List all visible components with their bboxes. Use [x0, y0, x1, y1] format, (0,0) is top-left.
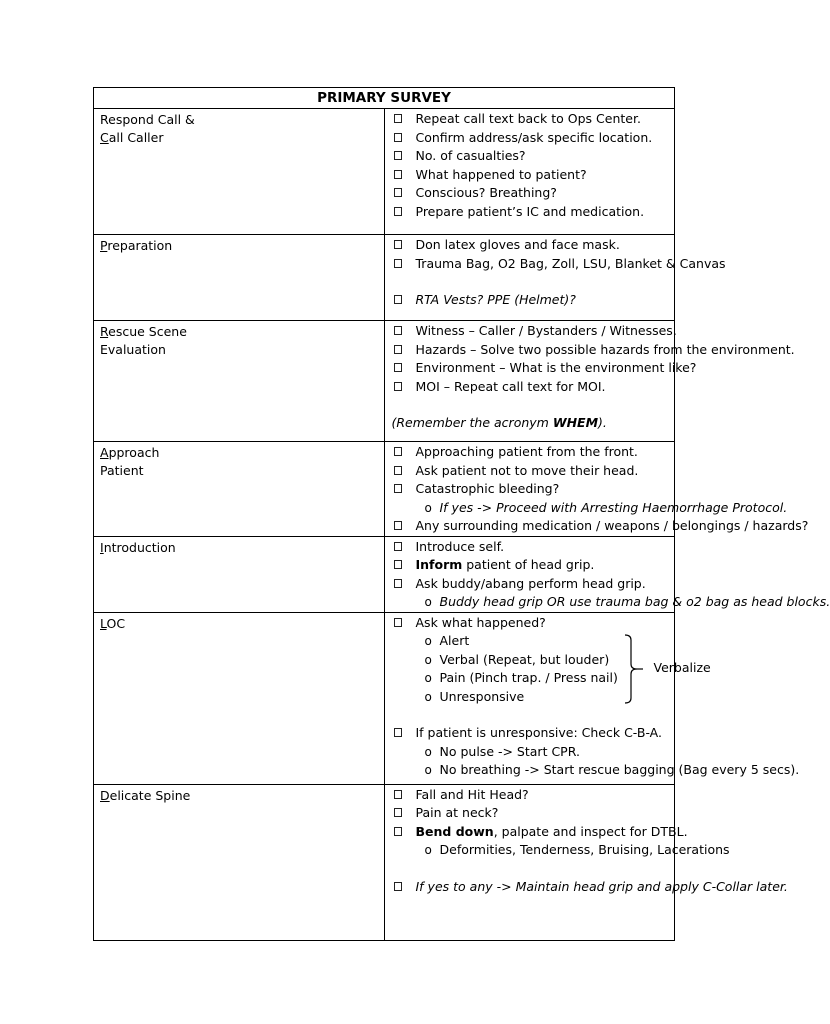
- checkbox[interactable]: [394, 151, 402, 160]
- item-text: Catastrophic bleeding?: [415, 481, 560, 496]
- item-text: Alert: [439, 633, 470, 648]
- note-acronym: WHEM: [552, 415, 599, 430]
- label-line: [100, 787, 384, 805]
- item-text: Ask what happened?: [415, 614, 546, 630]
- item-text: Pain at neck?: [415, 805, 499, 820]
- bullet-icon: o: [424, 652, 432, 667]
- section-label: [94, 109, 385, 235]
- item-text: RTA Vests? PPE (Helmet)?: [415, 292, 576, 307]
- brace-icon: [624, 634, 644, 704]
- checklist-item: [392, 556, 675, 575]
- checkbox[interactable]: [394, 363, 402, 372]
- label-rest: escue Scene: [108, 324, 187, 339]
- spacer: [392, 860, 675, 878]
- section-loc: [94, 612, 675, 784]
- label-initial: I: [100, 539, 104, 555]
- sub-item: [392, 761, 800, 780]
- item-bold: Bend down: [415, 823, 494, 839]
- item-rest: , palpate and inspect for DTBL.: [493, 823, 688, 839]
- table-title: PRIMARY SURVEY: [94, 88, 675, 109]
- note-text: ).: [598, 415, 607, 430]
- checkbox[interactable]: [394, 808, 402, 817]
- item-text: If yes -> Proceed with Arresting Haemorrhage Protocol.: [439, 499, 788, 515]
- checklist-item: [392, 203, 675, 222]
- loc-block: [392, 614, 800, 780]
- item-text: [416, 557, 595, 572]
- checkbox[interactable]: [394, 560, 402, 569]
- primary-survey-table: [93, 87, 830, 941]
- checkbox[interactable]: [394, 521, 402, 530]
- checkbox[interactable]: [394, 447, 402, 456]
- item-text: Verbal (Repeat, but louder): [439, 651, 610, 667]
- checklist-item: [392, 443, 675, 462]
- checklist-item: [392, 166, 675, 185]
- checklist-item: [392, 255, 726, 274]
- checkbox[interactable]: [394, 542, 402, 551]
- section-label: [94, 442, 385, 537]
- label-initial: L: [100, 615, 107, 631]
- item-text: Witness – Caller / Bystanders / Witnesses.: [415, 323, 677, 338]
- label-line: Evaluation: [100, 342, 166, 357]
- checklist-item: [392, 480, 675, 499]
- checkbox[interactable]: [394, 728, 402, 737]
- section-label: [94, 321, 385, 442]
- checkbox[interactable]: [394, 240, 402, 249]
- section-rescue: [94, 321, 675, 442]
- checkbox[interactable]: [394, 170, 402, 179]
- checklist-item: [392, 724, 675, 743]
- checklist-item: [392, 147, 675, 166]
- label-rest: elicate Spine: [109, 787, 191, 803]
- item-text: Repeat call text back to Ops Center.: [415, 111, 641, 126]
- checklist-item: [392, 462, 675, 481]
- checklist-item: [392, 786, 675, 805]
- item-text: Fall and Hit Head?: [415, 786, 529, 802]
- item-text: Don latex gloves and face mask.: [415, 237, 620, 252]
- label-line: [100, 129, 384, 147]
- checklist-item: [392, 378, 675, 397]
- item-text: Hazards – Solve two possible hazards from the environment.: [415, 341, 795, 357]
- checkbox[interactable]: [394, 618, 402, 627]
- item-rest: patient of head grip.: [462, 557, 595, 572]
- label-initial: P: [100, 238, 108, 253]
- checkbox[interactable]: [394, 259, 402, 268]
- checklist-item: [392, 804, 675, 823]
- verbalize-label: Verbalize: [653, 659, 711, 675]
- section-respond: [94, 109, 675, 235]
- label-rest: OC: [106, 615, 126, 631]
- item-text: No breathing -> Start rescue bagging (Bag every 5 secs).: [439, 762, 800, 777]
- section-delicate-spine: [94, 784, 675, 940]
- label-line: [100, 539, 384, 557]
- item-text: What happened to patient?: [415, 166, 587, 182]
- label-initial: A: [100, 445, 109, 460]
- item-bold: Inform: [415, 557, 463, 572]
- item-text: Ask patient not to move their head.: [415, 462, 639, 478]
- section-label: [94, 612, 385, 784]
- section-approach: [94, 442, 675, 537]
- checkbox[interactable]: [394, 382, 402, 391]
- label-line: [100, 323, 384, 341]
- sub-item: [392, 841, 730, 860]
- item-text: Environment – What is the environment like?: [415, 360, 697, 375]
- item-text: Approaching patient from the front.: [415, 444, 638, 459]
- label-line: Patient: [100, 463, 144, 478]
- note-text: (Remember the acronym: [391, 415, 553, 430]
- item-text: Deformities, Tenderness, Bruising, Lacerations: [439, 842, 730, 857]
- item-text: No pulse -> Start CPR.: [439, 743, 580, 759]
- bullet-icon: o: [424, 671, 432, 685]
- label-rest: reparation: [107, 238, 173, 253]
- bullet-icon: o: [424, 689, 432, 704]
- item-text: MOI – Repeat call text for MOI.: [415, 378, 606, 394]
- sub-item: [392, 743, 675, 762]
- checklist-item: [392, 878, 788, 897]
- checkbox[interactable]: [394, 790, 402, 799]
- bullet-icon: o: [424, 595, 432, 609]
- item-text: Trauma Bag, O2 Bag, Zoll, LSU, Blanket & Canvas: [415, 255, 726, 271]
- item-text: Buddy head grip OR use trauma bag & o2 bag as head blocks.: [439, 594, 830, 609]
- item-text: If yes to any -> Maintain head grip and apply C-Collar later.: [415, 878, 788, 894]
- item-text: Confirm address/ask specific location.: [415, 129, 653, 145]
- checkbox[interactable]: [394, 114, 402, 123]
- checklist-item: [392, 291, 675, 310]
- checkbox[interactable]: [394, 579, 402, 588]
- label-initial: D: [100, 787, 110, 803]
- label-rest: pproach: [108, 445, 160, 460]
- section-content: [384, 235, 726, 321]
- checklist-item: [392, 359, 697, 378]
- checkbox[interactable]: [394, 295, 402, 304]
- item-text: Unresponsive: [439, 688, 525, 704]
- item-text: [416, 824, 688, 839]
- item-text: No. of casualties?: [415, 148, 526, 163]
- checkbox[interactable]: [394, 207, 402, 216]
- checklist-item: [392, 614, 675, 633]
- spacer: [392, 273, 675, 291]
- spacer: [392, 706, 675, 724]
- label-initial: R: [100, 324, 109, 339]
- section-label: [94, 536, 385, 612]
- section-introduction: [94, 536, 675, 612]
- section-content: [384, 321, 795, 442]
- checkbox[interactable]: [394, 345, 402, 354]
- item-text: If patient is unresponsive: Check C-B-A.: [415, 725, 662, 740]
- checkbox[interactable]: [394, 882, 402, 891]
- checkbox[interactable]: [394, 466, 402, 475]
- label-line: [100, 615, 384, 633]
- spacer: [392, 396, 675, 414]
- checklist-item: [392, 322, 675, 341]
- section-content: [384, 536, 830, 612]
- bullet-icon: o: [424, 634, 432, 648]
- checklist-item: [392, 129, 675, 148]
- section-content: [384, 109, 675, 235]
- section-content: [384, 784, 788, 940]
- bullet-icon: o: [424, 763, 432, 777]
- label-initial: C: [100, 130, 109, 145]
- item-text: Introduce self.: [415, 538, 505, 554]
- item-text: Conscious? Breathing?: [415, 185, 557, 200]
- section-content: [384, 442, 809, 537]
- checklist-item: [392, 236, 675, 255]
- acronym-note: [392, 414, 675, 433]
- checkbox[interactable]: [394, 827, 402, 836]
- label-line: [100, 444, 384, 462]
- label-rest: ntroduction: [103, 539, 176, 555]
- item-text: Pain (Pinch trap. / Press nail): [439, 670, 618, 685]
- checkbox[interactable]: [394, 188, 402, 197]
- sub-item: [392, 593, 830, 612]
- section-label: [94, 235, 385, 321]
- checkbox[interactable]: [394, 484, 402, 493]
- bullet-icon: o: [424, 843, 432, 857]
- sub-item: [392, 499, 788, 518]
- checklist-item: [392, 575, 675, 594]
- item-text: Ask buddy/abang perform head grip.: [415, 575, 646, 591]
- section-label: [94, 784, 385, 940]
- checklist-item: [392, 823, 688, 842]
- section-preparation: [94, 235, 675, 321]
- label-line: [100, 237, 384, 255]
- checkbox[interactable]: [394, 133, 402, 142]
- item-text: Any surrounding medication / weapons / belongings / hazards?: [415, 518, 809, 533]
- checklist-item: [392, 110, 675, 129]
- bullet-icon: o: [424, 500, 432, 515]
- checklist-item: [392, 538, 675, 557]
- checklist-item: [392, 184, 675, 203]
- checkbox[interactable]: [394, 326, 402, 335]
- checklist-item: [392, 517, 809, 536]
- item-text: Prepare patient’s IC and medication.: [415, 203, 645, 219]
- checklist-item: [392, 341, 795, 360]
- label-rest: all Caller: [108, 130, 164, 145]
- bullet-icon: o: [424, 744, 432, 759]
- label-line: Respond Call &: [100, 112, 195, 127]
- section-content: [384, 612, 800, 784]
